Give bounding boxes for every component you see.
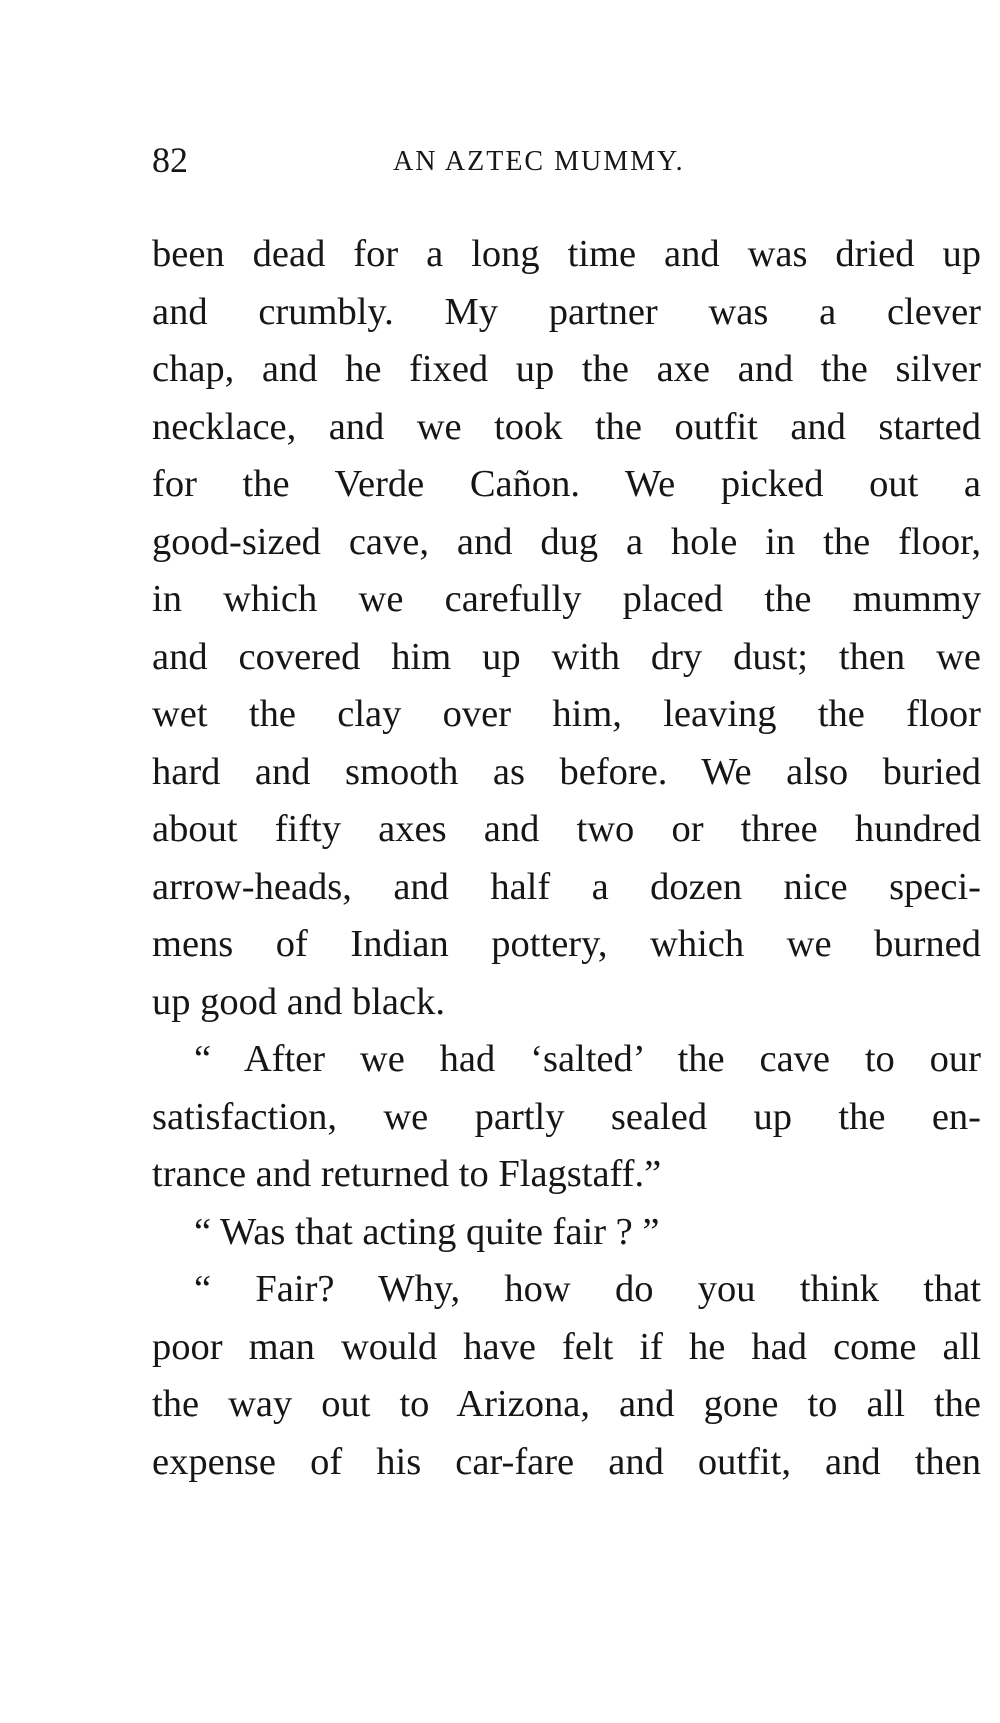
running-title: AN AZTEC MUMMY. bbox=[393, 146, 685, 177]
page-number: 82 bbox=[152, 140, 188, 180]
running-head bbox=[152, 138, 982, 182]
text-line: expense of his car-fare and outfit, and then bbox=[152, 1440, 981, 1483]
text-line: chap, and he fixed up the axe and the silver bbox=[152, 348, 981, 390]
text-line: about fifty axes and two or three hundred bbox=[152, 808, 981, 850]
text-line: wet the clay over him, leaving the floor bbox=[152, 693, 981, 735]
body-text bbox=[152, 226, 981, 1491]
text-line: necklace, and we took the outfit and started bbox=[152, 405, 981, 448]
text-line: in which we carefully placed the mummy bbox=[152, 578, 981, 620]
text-line: satisfaction, we partly sealed up the en- bbox=[152, 1095, 981, 1138]
text-line: poor man would have felt if he had come all bbox=[152, 1325, 981, 1368]
text-line: good-sized cave, and dug a hole in the floor, bbox=[152, 520, 981, 563]
text-line: the way out to Arizona, and gone to all the bbox=[152, 1383, 981, 1425]
text-line: and covered him up with dry dust; then we bbox=[152, 635, 981, 678]
text-line: trance and returned to Flagstaff.” bbox=[152, 1153, 662, 1195]
text-line: mens of Indian pottery, which we burned bbox=[152, 923, 981, 965]
text-line: “ After we had ‘salted’ the cave to our bbox=[194, 1038, 981, 1080]
text-line: “ Fair? Why, how do you think that bbox=[194, 1268, 981, 1310]
text-line: and crumbly. My partner was a clever bbox=[152, 290, 981, 333]
text-line: been dead for a long time and was dried up bbox=[152, 233, 981, 275]
text-line: “ Was that acting quite fair ? ” bbox=[194, 1210, 660, 1253]
text-line: up good and black. bbox=[152, 980, 445, 1023]
text-line: arrow-heads, and half a dozen nice speci- bbox=[152, 865, 981, 908]
text-line: for the Verde Cañon. We picked out a bbox=[152, 463, 981, 505]
text-line: hard and smooth as before. We also buried bbox=[152, 750, 981, 793]
